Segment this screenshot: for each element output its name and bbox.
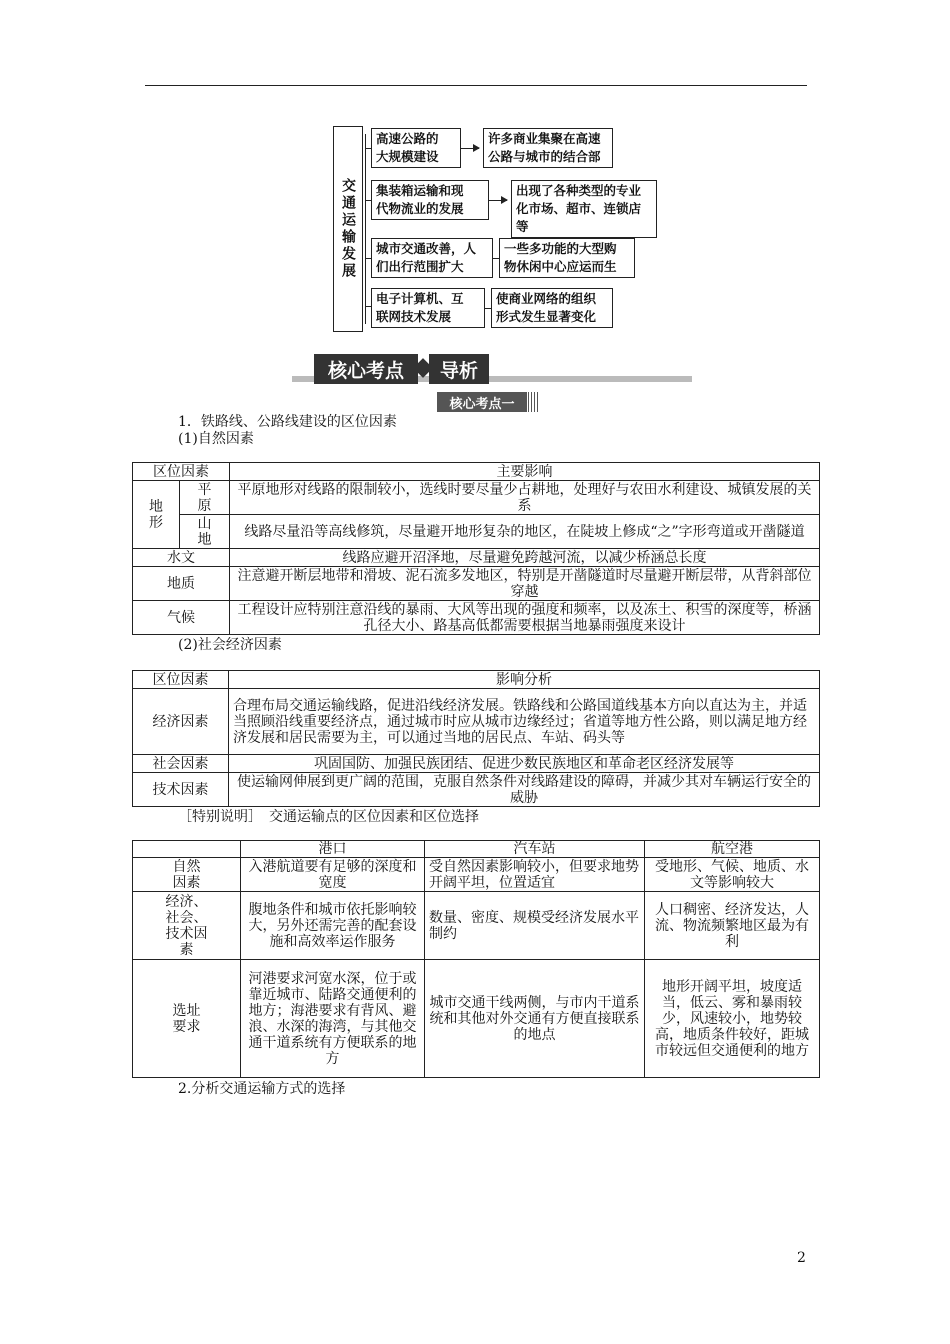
- diagram-rows-3-cause-0-text: 电子计算机、互: [376, 291, 464, 306]
- diagram-rows-2-cause-1-text: 们出行范围扩大: [376, 259, 464, 274]
- natural-factors-table: [132, 462, 820, 635]
- subheading-natural: (1)自然因素: [178, 431, 254, 447]
- special-note: ［特别说明］ 交通运输点的区位因素和区位选择: [178, 809, 479, 825]
- table3-r2-air-text: 人口稠密、经济发达，人流、物流频繁地区最为有利: [645, 892, 820, 960]
- diagram-rows-3-effect-1-text: 形式发生显著变化: [496, 309, 597, 324]
- table3-r2-port-text: 腹地条件和城市依托影响较大，另外还需完善的配套设施和高效率运作服务: [241, 892, 425, 960]
- table1-h2-text: 主要影响: [230, 463, 820, 481]
- table2-tech-text-text: 使运输网伸展到更广阔的范围，克服自然条件对线路建设的障碍，并减少其对车辆运行安全的威胁: [229, 773, 820, 807]
- subsection-tag: 核心考点一: [437, 392, 527, 412]
- header-rule: [145, 85, 807, 86]
- table2-social-text: 社会因素: [133, 755, 229, 773]
- diagram-rows-3-effect-0-text: 使商业网络的组织: [496, 291, 597, 306]
- table1-water-text: 水文: [133, 549, 230, 567]
- diagram-rows-0-cause-1-text: 大规模建设: [376, 149, 439, 164]
- table3-r3-air-text: 地形开阔平坦，坡度适当，低云、雾和暴雨较少，风速较小，地势较高，地质条件较好，距城市较远但交通便利的地方: [645, 960, 820, 1078]
- table2-econ-text-text: 合理布局交通运输线路，促进沿线经济发展。铁路线和公路国道线基本方向以直达为主，并适当照顾沿线重要经济点，通过城市时应从城市边缘经过；省道等地方性公路，则以满足地方经济发展和居民需要为主，可以通过当地的居民点、车站、码头等: [229, 689, 820, 755]
- page-number: 2: [797, 1250, 806, 1266]
- diagram-rows-1-effect-0-text: 出现了各种类型的专业: [516, 183, 642, 198]
- diagram-rows-1-cause-0-text: 集装箱运输和现: [376, 183, 464, 198]
- effect-box-3: [499, 238, 635, 278]
- concept-diagram: [333, 126, 653, 332]
- table2-tech-text: 技术因素: [133, 773, 229, 807]
- table1-climate-text-text: 工程设计应特别注意沿线的暴雨、大风等出现的强度和频率，以及冻土、积雪的深度等，桥涵孔径大小、路基高低都需要根据当地暴雨强度来设计: [230, 601, 820, 635]
- table2-h1-text: 区位因素: [133, 671, 229, 689]
- table3-r2-text: 经济、社会、技术因素: [133, 892, 241, 960]
- heading-1: 1．铁路线、公路线建设的区位因素: [178, 414, 397, 430]
- table3-r1-port-text: 入港航道要有足够的深度和宽度: [241, 858, 425, 892]
- table1-geo-text: 地质: [133, 567, 230, 601]
- diagram-main-label: 交通运输发展: [340, 178, 356, 280]
- table3-h-port-text: 港口: [241, 841, 425, 858]
- banner-title-1: 核心考点: [314, 354, 418, 384]
- table1-plain-text: 平原: [180, 481, 230, 515]
- cause-box-4: [371, 288, 485, 328]
- diagram-rows-3-cause-1-text: 联网技术发展: [376, 309, 452, 324]
- table1-geo-text-text: 注意避开断层地带和滑坡、泥石流多发地区，特别是开凿隧道时尽量避开断层带，从背斜部位穿越: [230, 567, 820, 601]
- subheading-social: (2)社会经济因素: [178, 637, 282, 653]
- social-factors-table: [132, 670, 820, 807]
- table1-mountain-text: 山地: [180, 515, 230, 549]
- cause-box-1: [371, 128, 461, 168]
- table1-water-text-text: 线路应避开沼泽地，尽量避免跨越河流，以减少桥涵总长度: [230, 549, 820, 567]
- effect-box-2: [511, 180, 657, 238]
- diagram-rows-2-cause-0-text: 城市交通改善，人: [376, 241, 477, 256]
- diagram-rows-0-effect-1-text: 公路与城市的结合部: [488, 149, 601, 164]
- arrow-1: [461, 148, 479, 149]
- table3-r1-text: 自然因素: [133, 858, 241, 892]
- table1-h1-text: 区位因素: [133, 463, 230, 481]
- table1-mountain-text-text: 线路尽量沿等高线修筑，尽量避开地形复杂的地区，在陡坡上修成“之”字形弯道或开凿隧道: [230, 515, 820, 549]
- table3-r3-port-text: 河港要求河宽水深，位于或靠近城市、陆路交通便利的地方；海港要求有背风、避浪、水深的海湾，与其他交通干道系统有方便联系的地方: [241, 960, 425, 1078]
- cause-box-3: [371, 238, 493, 278]
- section-banner: [292, 352, 692, 386]
- table2-econ-text: 经济因素: [133, 689, 229, 755]
- table3-r1-bus-text: 受自然因素影响较小，但要求地势开阔平坦，位置适宜: [425, 858, 645, 892]
- table3-r2-bus-text: 数量、密度、规模受经济发展水平制约: [425, 892, 645, 960]
- table1-terrain-text: 地形: [133, 481, 180, 549]
- table3-r3-bus-text: 城市交通干线两侧，与市内干道系统和其他对外交通有方便直接联系的地点: [425, 960, 645, 1078]
- effect-box-1: [483, 128, 613, 168]
- table3-r1-air-text: 受地形、气候、地质、水文等影响较大: [645, 858, 820, 892]
- banner-title-2: 导析: [429, 354, 489, 384]
- diagram-rows-2-effect-1-text: 物休闲中心应运而生: [504, 259, 617, 274]
- table1-plain-text-text: 平原地形对线路的限制较小，选线时要尽量少占耕地，处理好与农田水利建设、城镇发展的关系: [230, 481, 820, 515]
- table3-h-air-text: 航空港: [645, 841, 820, 858]
- table2-h2-text: 影响分析: [229, 671, 820, 689]
- diagram-rows-2-effect-0-text: 一些多功能的大型购: [504, 241, 617, 256]
- cause-box-2: [371, 180, 489, 220]
- table3-h-bus-text: 汽车站: [425, 841, 645, 858]
- arrow-2: [489, 200, 507, 201]
- table3-r3-text: 选址要求: [133, 960, 241, 1078]
- tag-stripes: [528, 392, 538, 412]
- diagram-rows-0-cause-0-text: 高速公路的: [376, 131, 439, 146]
- diagram-rows-1-cause-1-text: 代物流业的发展: [376, 201, 464, 216]
- table1-climate-text: 气候: [133, 601, 230, 635]
- transport-points-table: [132, 840, 820, 1078]
- table2-social-text-text: 巩固国防、加强民族团结、促进少数民族地区和革命老区经济发展等: [229, 755, 820, 773]
- heading-2: 2.分析交通运输方式的选择: [178, 1081, 346, 1097]
- diagram-rows-1-effect-1-text: 化市场、超市、连锁店等: [516, 201, 642, 234]
- effect-box-4: [491, 288, 613, 328]
- diagram-main-box: [333, 126, 363, 332]
- diagram-rows-0-effect-0-text: 许多商业集聚在高速: [488, 131, 601, 146]
